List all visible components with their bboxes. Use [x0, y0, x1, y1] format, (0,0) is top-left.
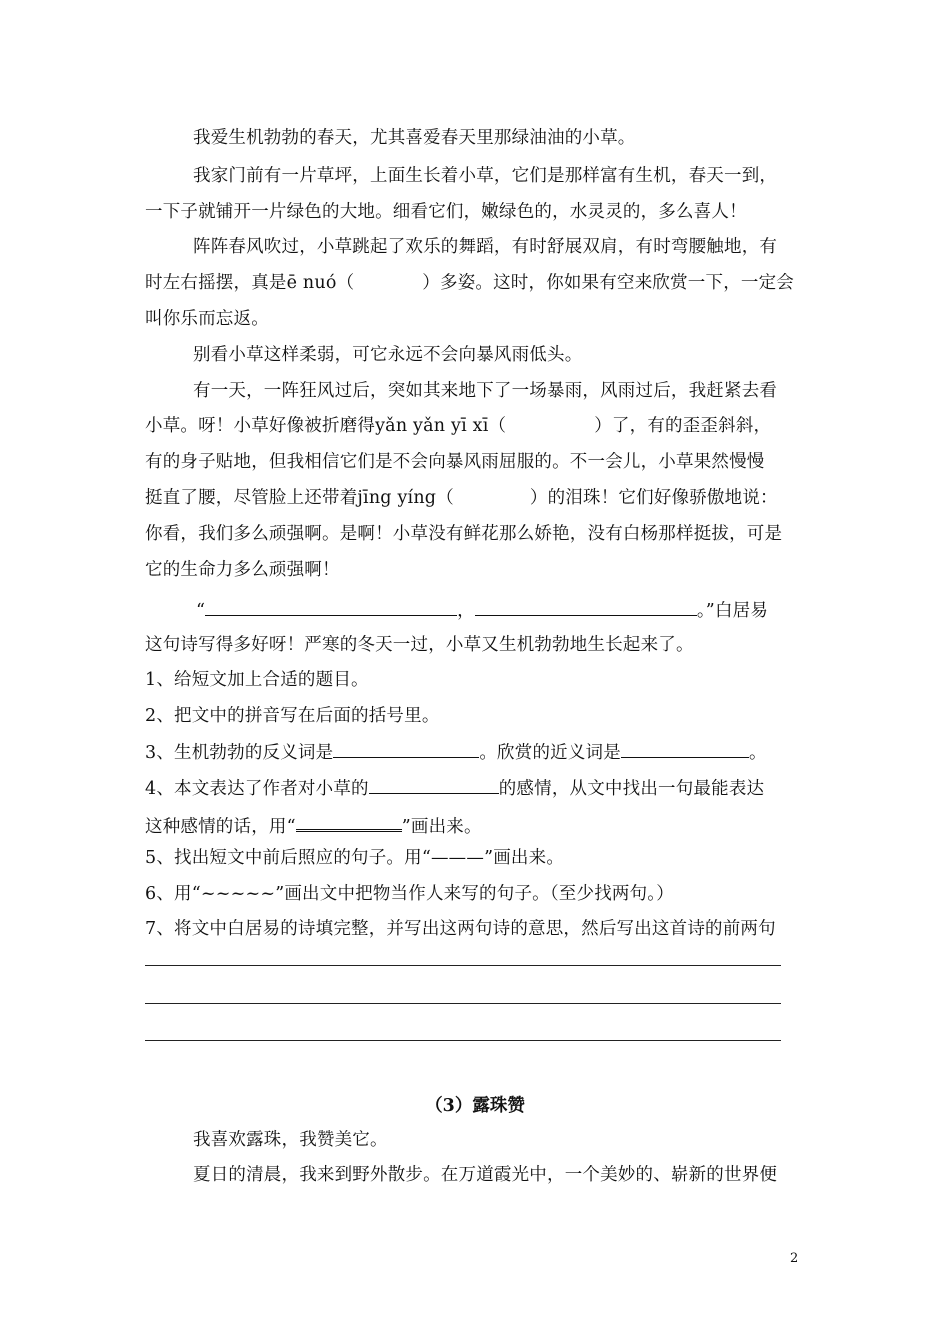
question-7: 7、将文中白居易的诗填完整，并写出这两句诗的意思，然后写出这首诗的前两句 — [145, 919, 776, 939]
passage-paragraph-3-line-1: 阵阵春风吹过，小草跳起了欢乐的舞蹈，有时舒展双肩，有时弯腰触地，有 — [193, 237, 778, 257]
answer-line-2[interactable] — [145, 1003, 781, 1004]
passage-paragraph-5-line-1: 有一天，一阵狂风过后，突如其来地下了一场暴雨，风雨过后，我赶紧去看 — [193, 381, 778, 401]
pinyin-enuo-text: 时左右摇摆，真是ē nuó（ — [145, 273, 355, 293]
passage-paragraph-5-line-3: 有的身子贴地，但我相信它们是不会向暴风雨屈服的。不一会儿，小草果然慢慢 — [145, 452, 765, 472]
passage-paragraph-4: 别看小草这样柔弱，可它永远不会向暴风雨低头。 — [193, 345, 583, 365]
poem-close-text: 。”白居易 — [696, 601, 769, 621]
passage-text: ）了，有的歪歪斜斜， — [594, 416, 772, 436]
question-4-line-2 — [145, 811, 482, 839]
section-3-title: （3）露珠赞 — [425, 1096, 525, 1116]
question-2: 2、把文中的拼音写在后面的括号里。 — [145, 706, 440, 726]
passage-paragraph-6-line-2: 这句诗写得多好呀！严寒的冬天一过，小草又生机勃勃地生长起来了。 — [145, 635, 694, 655]
question-5: 5、找出短文中前后照应的句子。用“———”画出来。 — [145, 848, 565, 868]
passage-paragraph-1: 我爱生机勃勃的春天，尤其喜爱春天里那绿油油的小草。 — [193, 128, 636, 148]
passage-paragraph-5-line-6: 它的生命力多么顽强啊！ — [145, 560, 340, 580]
question-3-text: 3、生机勃勃的反义词是 — [145, 743, 334, 763]
double-underline-sample — [296, 811, 402, 832]
poem-line — [196, 597, 768, 623]
question-4-text: 这种感情的话，用“ — [145, 817, 296, 837]
answer-line-3[interactable] — [145, 1040, 781, 1041]
pinyin-jingying-text: 挺直了腰，尽管脸上还带着jīng yíng（ — [145, 488, 454, 508]
passage-paragraph-2-line-1: 我家门前有一片草坪，上面生长着小草，它们是那样富有生机，春天一到， — [193, 166, 778, 186]
section-3-paragraph-1: 我喜欢露珠，我赞美它。 — [193, 1130, 388, 1150]
poem-first-blank[interactable] — [205, 597, 457, 616]
synonym-blank[interactable] — [621, 739, 749, 758]
question-3-text: 。 — [748, 743, 767, 763]
question-4-text: ”画出来。 — [401, 817, 482, 837]
poem-second-blank[interactable] — [475, 597, 697, 616]
passage-paragraph-3-line-3: 叫你乐而忘返。 — [145, 309, 269, 329]
question-6: 6、用“~~~~~”画出文中把物当作人来写的句子。（至少找两句。） — [145, 884, 674, 904]
passage-paragraph-5-line-4 — [145, 486, 778, 510]
answer-line-1[interactable] — [145, 965, 781, 966]
feeling-blank[interactable] — [369, 775, 499, 794]
question-1: 1、给短文加上合适的题目。 — [145, 670, 369, 690]
question-3 — [145, 739, 767, 765]
poem-open-quote: “ — [196, 601, 206, 621]
question-4-text: 4、本文表达了作者对小草的 — [145, 779, 369, 799]
poem-comma: ， — [457, 601, 475, 621]
passage-text: ）的泪珠！它们好像骄傲地说： — [529, 488, 778, 508]
antonym-blank[interactable] — [333, 739, 479, 758]
section-3-paragraph-2: 夏日的清晨，我来到野外散步。在万道霞光中，一个美妙的、崭新的世界便 — [193, 1165, 778, 1185]
passage-paragraph-5-line-5: 你看，我们多么顽强啊。是啊！小草没有鲜花那么娇艳，没有白杨那样挺拔，可是 — [145, 524, 783, 544]
question-3-text: 。欣赏的近义词是 — [479, 743, 621, 763]
passage-paragraph-2-line-2: 一下子就铺开一片绿色的大地。细看它们，嫩绿色的，水灵灵的，多么喜人！ — [145, 202, 747, 222]
page-number: 2 — [790, 1251, 799, 1266]
passage-text: ）多姿。这时，你如果有空来欣赏一下，一定会 — [422, 273, 794, 293]
passage-paragraph-3-line-2 — [145, 271, 794, 295]
question-4-line-1 — [145, 775, 764, 801]
pinyin-yanyanyixi-text: 小草。呀！小草好像被折磨得yǎn yǎn yī xī（ — [145, 416, 507, 436]
passage-paragraph-5-line-2 — [145, 414, 771, 438]
question-4-text: 的感情，从文中找出一句最能表达 — [498, 779, 765, 799]
